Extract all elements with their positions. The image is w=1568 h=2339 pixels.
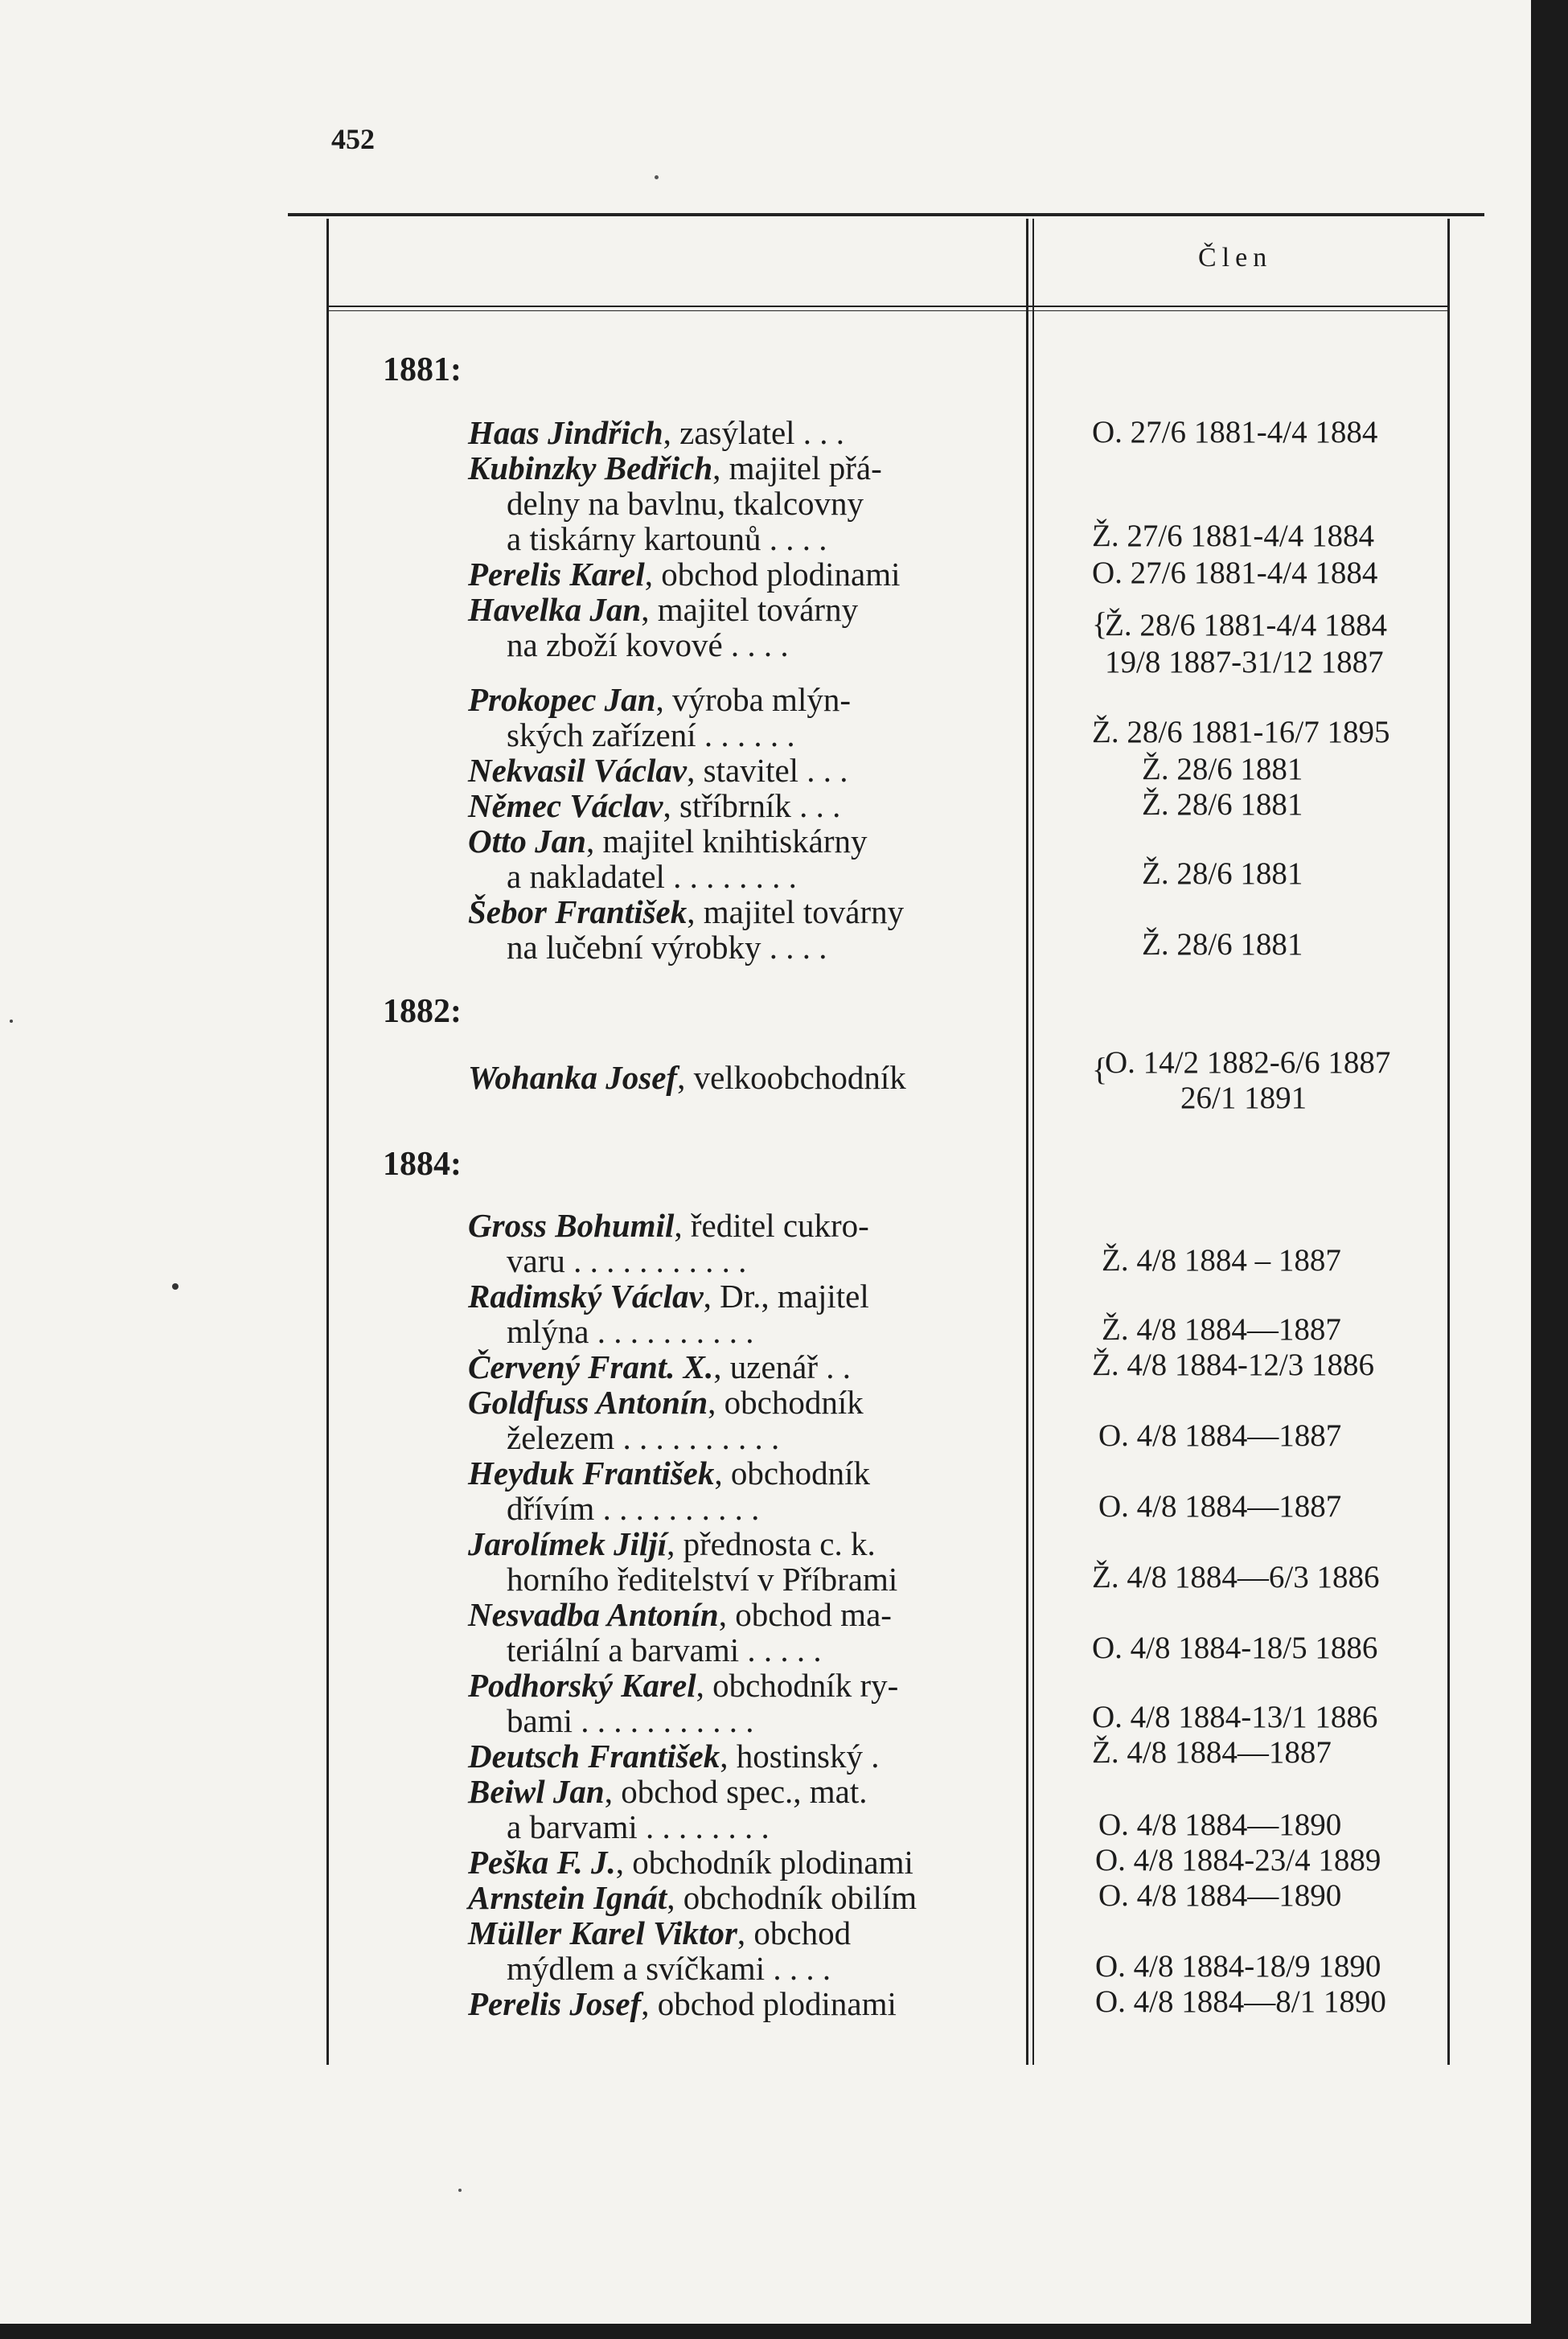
top-rule — [288, 213, 1484, 216]
membership-record: O. 4/8 1884—1890 — [1098, 1878, 1342, 1913]
entry-line — [468, 1597, 892, 1632]
membership-record: O. 4/8 1884—1890 — [1098, 1808, 1342, 1842]
entry-continuation: bami . . . . . . . . . . . — [507, 1702, 754, 1739]
entry-text: , obchodník obilím — [667, 1879, 917, 1916]
membership-record: 26/1 1891 — [1180, 1081, 1307, 1115]
membership-record: Ž. 27/6 1881-4/4 1884 — [1092, 519, 1374, 553]
membership-record: Ž. 28/6 1881 — [1142, 787, 1303, 822]
left-rule — [326, 219, 329, 2065]
membership-record: 19/8 1887-31/12 1887 — [1105, 645, 1384, 679]
entry-text: , obchodník ry- — [696, 1667, 899, 1704]
entry-name: Deutsch František — [468, 1738, 720, 1775]
entry-name: Šebor František — [468, 893, 688, 930]
membership-record: Ž. 4/8 1884—6/3 1886 — [1092, 1560, 1380, 1594]
entry-text: , obchod plodinami — [641, 1985, 897, 2022]
header-rule — [326, 306, 1449, 307]
entry-line — [468, 753, 848, 788]
entry-text: , majitel knihtiskárny — [585, 823, 868, 860]
entry-text: , stříbrník . . . — [663, 787, 841, 824]
entry-text: , obchod — [737, 1914, 852, 1951]
year-heading: 1884: — [383, 1146, 462, 1183]
entry-line — [468, 1915, 851, 1951]
entry-text: , obchodník — [708, 1384, 864, 1421]
entry-line — [468, 1986, 897, 2021]
membership-record: O. 27/6 1881-4/4 1884 — [1092, 415, 1378, 449]
entry-continuation: a tiskárny kartounů . . . . — [507, 520, 827, 557]
entry-line — [468, 1526, 876, 1561]
column-divider — [1026, 219, 1028, 2065]
entry-text: , výroba mlýn- — [655, 681, 851, 718]
entry-name: Prokopec Jan — [468, 681, 656, 718]
entry-name: Nesvadba Antonín — [468, 1596, 719, 1633]
entry-name: Müller Karel Viktor — [468, 1914, 737, 1951]
entry-name: Otto Jan — [468, 823, 586, 860]
entry-text: , majitel továrny — [687, 893, 905, 930]
entry-name: Goldfuss Antonín — [468, 1384, 708, 1421]
entry-line — [468, 450, 882, 486]
entry-text: , obchod spec., mat. — [604, 1773, 868, 1810]
entry-line — [468, 1845, 913, 1880]
entry-line — [468, 682, 851, 717]
brace-mark: { — [1092, 605, 1108, 642]
header-rule-2 — [326, 310, 1449, 311]
membership-record: Ž. 4/8 1884 – 1887 — [1102, 1243, 1341, 1278]
membership-record: Ž. 28/6 1881-16/7 1895 — [1092, 715, 1390, 749]
entry-continuation: horního ředitelství v Příbrami — [507, 1561, 898, 1598]
entry-text: , obchodník plodinami — [615, 1844, 913, 1881]
entry-name: Němec Václav — [468, 787, 663, 824]
entry-continuation: ských zařízení . . . . . . — [507, 716, 795, 753]
entry-text: , stavitel . . . — [687, 752, 848, 789]
entry-line — [468, 823, 868, 859]
membership-record: O. 4/8 1884-18/9 1890 — [1095, 1949, 1381, 1984]
entry-line — [468, 1385, 864, 1420]
entry-line — [468, 1738, 879, 1774]
entry-continuation: varu . . . . . . . . . . . — [507, 1242, 747, 1279]
membership-record: O. 4/8 1884—1887 — [1098, 1489, 1342, 1524]
entry-continuation: a nakladatel . . . . . . . . — [507, 858, 797, 895]
entry-line — [468, 1278, 869, 1314]
membership-record: O. 14/2 1882-6/6 1887 — [1105, 1045, 1391, 1080]
entry-line — [468, 894, 904, 929]
entry-line — [468, 1060, 906, 1095]
membership-record: O. 4/8 1884—1887 — [1098, 1418, 1342, 1453]
brace-mark: { — [1092, 1051, 1108, 1087]
entry-text: , majitel továrny — [641, 591, 859, 628]
membership-record: O. 4/8 1884-13/1 1886 — [1092, 1700, 1378, 1734]
entry-name: Nekvasil Václav — [468, 752, 688, 789]
membership-record: O. 4/8 1884-23/4 1889 — [1095, 1843, 1381, 1877]
entry-line — [468, 415, 844, 450]
entry-line — [468, 592, 858, 627]
entry-text: , hostinský . — [720, 1738, 880, 1775]
scan-speck — [655, 175, 659, 179]
entry-text: , obchodník — [714, 1455, 870, 1492]
entry-name: Haas Jindřich — [468, 414, 663, 451]
entry-continuation: mlýna . . . . . . . . . . — [507, 1313, 754, 1350]
entry-line — [468, 1880, 917, 1915]
entry-name: Perelis Karel — [468, 556, 645, 593]
membership-record: Ž. 28/6 1881 — [1142, 856, 1303, 891]
column-divider-inner — [1032, 219, 1034, 2065]
entry-continuation: na lučební výrobky . . . . — [507, 929, 827, 966]
entry-line — [468, 1208, 869, 1243]
entry-name: Heyduk František — [468, 1455, 715, 1492]
scan-speck — [10, 1020, 13, 1023]
entry-name: Červený Frant. X. — [468, 1348, 714, 1385]
entry-line — [468, 788, 840, 823]
entry-name: Podhorský Karel — [468, 1667, 696, 1704]
entry-line — [468, 1668, 898, 1703]
entry-text: , ředitel cukro- — [674, 1207, 869, 1244]
right-rule — [1447, 219, 1450, 2065]
membership-record: Ž. 28/6 1881 — [1142, 927, 1303, 962]
entry-text: , zasýlatel . . . — [663, 414, 845, 451]
entry-continuation: mýdlem a svíčkami . . . . — [507, 1950, 831, 1987]
entry-continuation: a barvami . . . . . . . . — [507, 1808, 770, 1845]
entry-name: Perelis Josef — [468, 1985, 642, 2022]
membership-record: Ž. 4/8 1884-12/3 1886 — [1092, 1348, 1374, 1382]
scan-speck — [458, 2189, 462, 2192]
scan-speck — [172, 1283, 179, 1290]
entry-name: Havelka Jan — [468, 591, 642, 628]
entry-continuation: teriální a barvami . . . . . — [507, 1631, 822, 1668]
membership-record: Ž. 4/8 1884—1887 — [1102, 1312, 1341, 1347]
entry-line — [468, 556, 901, 592]
page-number: 452 — [331, 123, 375, 155]
entry-continuation: železem . . . . . . . . . . — [507, 1419, 780, 1456]
membership-record: Ž. 28/6 1881 — [1142, 752, 1303, 786]
entry-text: , velkoobchodník — [677, 1059, 906, 1096]
membership-record: O. 27/6 1881-4/4 1884 — [1092, 556, 1378, 590]
member-column-header: Člen — [1198, 243, 1273, 273]
entry-name: Jarolímek Jiljí — [468, 1525, 667, 1562]
entry-text: , Dr., majitel — [703, 1278, 869, 1315]
entry-continuation: dřívím . . . . . . . . . . — [507, 1490, 760, 1527]
membership-record: Ž. 28/6 1881-4/4 1884 — [1105, 608, 1387, 642]
entry-line — [468, 1349, 851, 1385]
entry-name: Beiwl Jan — [468, 1773, 605, 1810]
entry-name: Arnstein Ignát — [468, 1879, 667, 1916]
entry-text: , přednosta c. k. — [667, 1525, 876, 1562]
membership-record: O. 4/8 1884-18/5 1886 — [1092, 1631, 1378, 1665]
entry-text: , obchod plodinami — [644, 556, 901, 593]
entry-text: , majitel přá- — [712, 449, 882, 486]
entry-text: , obchod ma- — [718, 1596, 892, 1633]
membership-record: O. 4/8 1884—8/1 1890 — [1095, 1984, 1386, 2019]
entry-name: Peška F. J. — [468, 1844, 616, 1881]
entry-name: Gross Bohumil — [468, 1207, 675, 1244]
entry-line — [468, 1455, 870, 1491]
year-heading: 1882: — [383, 993, 462, 1030]
membership-record: Ž. 4/8 1884—1887 — [1092, 1735, 1332, 1770]
entry-line — [468, 1774, 868, 1809]
entry-continuation: na zboží kovové . . . . — [507, 626, 789, 663]
entry-name: Radimský Václav — [468, 1278, 704, 1315]
entry-name: Wohanka Josef — [468, 1059, 678, 1096]
entry-text: , uzenář . . — [713, 1348, 851, 1385]
entry-name: Kubinzky Bedřich — [468, 449, 713, 486]
entry-continuation: delny na bavlnu, tkalcovny — [507, 485, 864, 522]
year-heading: 1881: — [383, 351, 462, 388]
